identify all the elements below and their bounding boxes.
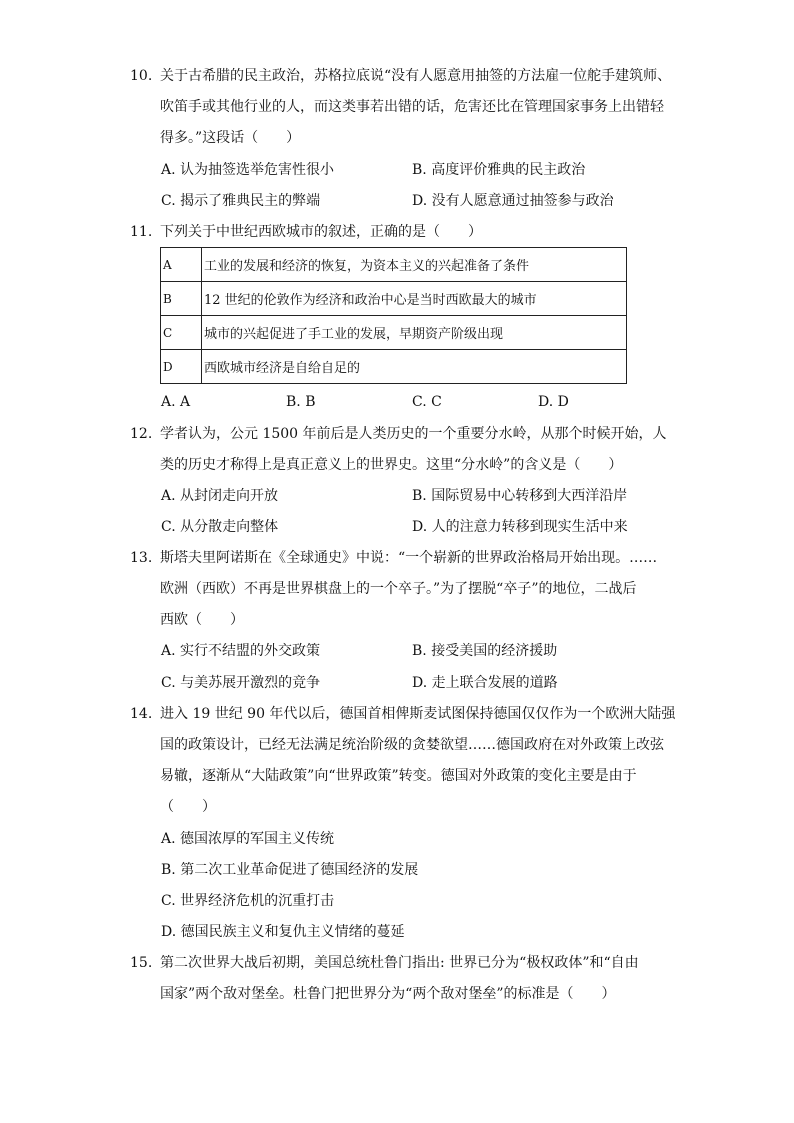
table-label: C [161,316,202,350]
option-b[interactable]: B. B [286,394,316,410]
table-text: 12 世纪的伦敦作为经济和政治中心是当时西欧最大的城市 [202,282,627,316]
question-number [130,66,152,86]
question-text-line: 进入 19 世纪 90 年代以后，德国首相俾斯麦试图保持德国仅仅作为一个欧洲大陆强 [160,706,676,722]
question-text-line: 吹笛手或其他行业的人，而这类事若出错的话，危害还比在管理国家事务上出错轻 [160,99,664,115]
option-a[interactable]: A. 实行不结盟的外交政策 [161,643,321,659]
question-text-line: 关于古希腊的民主政治，苏格拉底说“没有人愿意用抽签的方法雇一位舵手建筑师、 [160,68,672,84]
question-text-line: 国家”两个敌对堡垒。杜鲁门把世界分为“两个敌对堡垒”的标准是（ ） [160,986,616,1002]
question-number-text: 10. [130,68,153,84]
table-text: 城市的兴起促进了手工业的发展，早期资产阶级出现 [202,316,627,350]
option-d[interactable]: D. 走上联合发展的道路 [412,675,558,691]
question-number [130,548,152,568]
option-b[interactable]: B. 国际贸易中心转移到大西洋沿岸 [412,488,628,504]
table-text: 西欧城市经济是自给自足的 [202,350,627,384]
question-number-text: 15. [130,955,153,971]
option-a[interactable]: A. A [161,394,191,410]
question-text-line: 学者认为，公元 1500 年前后是人类历史的一个重要分水岭，从那个时候开始，人 [160,426,667,442]
question-text-line: 斯塔夫里阿诺斯在《全球通史》中说：“一个崭新的世界政治格局开始出现。…… [160,550,658,566]
table-row [161,316,627,350]
option-c[interactable]: C. C [412,394,442,410]
question-text-line: 易辙，逐渐从“大陆政策”向“世界政策”转变。德国对外政策的变化主要是由于 [160,768,637,784]
question-number-text: 12. [130,426,153,442]
question-number [130,424,152,444]
table-label: A [161,248,202,282]
question-text-line: 西欧（ ） [160,612,244,628]
option-d[interactable]: D. D [538,394,569,410]
question-text-line: （ ） [160,799,216,815]
question-text-line: 国的政策设计，已经无法满足统治阶级的贪婪欲望……德国政府在对外政策上改弦 [160,737,664,753]
option-a[interactable]: A. 德国浓厚的军国主义传统 [161,831,335,847]
option-c[interactable]: C. 与美苏展开激烈的竞争 [161,675,321,691]
question-number [130,222,152,242]
question-number-text: 11. [130,224,153,240]
question-number-text: 14. [130,706,153,722]
question-number [130,953,152,973]
option-d[interactable]: D. 德国民族主义和复仇主义情绪的蔓延 [161,924,405,940]
option-b[interactable]: B. 接受美国的经济援助 [412,643,558,659]
table-row [161,282,627,316]
question-text-line: 得多。”这段话（ ） [160,130,301,146]
question-number-text: 13. [130,550,153,566]
option-b[interactable]: B. 第二次工业革命促进了德国经济的发展 [161,862,419,878]
option-c[interactable]: C. 从分散走向整体 [161,519,279,535]
option-a[interactable]: A. 从封闭走向开放 [161,488,279,504]
table-label: B [161,282,202,316]
question-text-line: 类的历史才称得上是真正意义上的世界史。这里“分水岭”的含义是（ ） [160,457,623,473]
question-number [130,704,152,724]
question-text-line: 第二次世界大战后初期，美国总统杜鲁门指出: 世界已分为“极权政体”和“自由 [160,955,639,971]
table-text: 工业的发展和经济的恢复，为资本主义的兴起准备了条件 [202,248,627,282]
question-text-line: 下列关于中世纪西欧城市的叙述，正确的是（ ） [160,224,482,240]
option-c[interactable]: C. 揭示了雅典民主的弊端 [161,193,321,209]
question-11-table [160,247,627,384]
option-c[interactable]: C. 世界经济危机的沉重打击 [161,893,335,909]
option-d[interactable]: D. 人的注意力转移到现实生活中来 [412,519,628,535]
option-a[interactable]: A. 认为抽签选举危害性很小 [161,162,335,178]
table-row [161,350,627,384]
question-text-line: 欧洲（西欧）不再是世界棋盘上的一个卒子。”为了摆脱“卒子”的地位，二战后 [160,581,637,597]
table-label: D [161,350,202,384]
option-d[interactable]: D. 没有人愿意通过抽签参与政治 [412,193,614,209]
table-row [161,248,627,282]
option-b[interactable]: B. 高度评价雅典的民主政治 [412,162,586,178]
